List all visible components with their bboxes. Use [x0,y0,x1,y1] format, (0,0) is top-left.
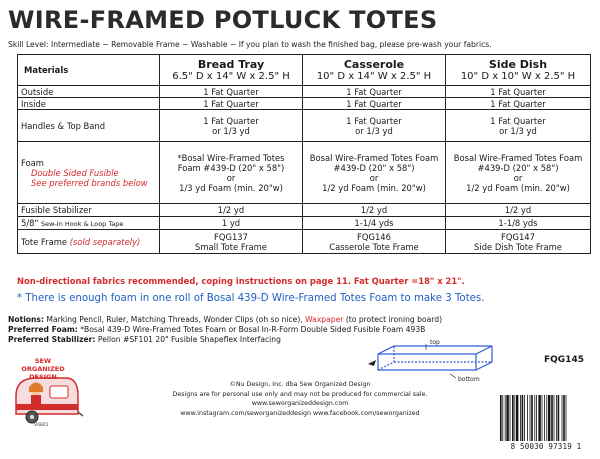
barcode-bar [505,395,506,441]
column-bread-tray [160,55,303,86]
cell-line: Foam #439-D (20" x 58") [177,162,285,173]
frame-code: FQG147 [501,231,535,242]
row-label-hook [18,217,160,230]
barcode-bar [531,395,533,441]
cell-line: 1 Fat Quarter [490,115,546,126]
cell-line: 1 Fat Quarter [346,115,402,126]
barcode-bar [544,395,545,441]
table-cell: 1 Fat Quarter [160,86,303,98]
table-cell: 1 yd [160,217,303,230]
table-row [18,204,591,217]
credit-line: Designs are for personal use only and may not be produced for commercial sale. [172,390,428,398]
table-row [18,230,591,254]
table-cell [446,110,591,142]
version-code: V0821 [34,423,49,428]
notions-label: Notions: [8,315,44,324]
barcode-bar [562,395,563,441]
cell-line: 1 Fat Quarter [203,115,259,126]
table-cell [160,110,303,142]
hook-size: 5/8" [21,217,39,228]
row-label: Foam [21,157,44,168]
table-cell [160,230,303,254]
table-cell [303,142,446,204]
column-name: Casserole [343,57,405,71]
table-cell: 1 Fat Quarter [160,98,303,110]
barcode-bar [556,395,557,441]
cell-line: 1/2 yd Foam (min. 20"w) [322,182,426,193]
barcode-bar [548,395,550,441]
table-row [18,217,591,230]
column-casserole [303,55,446,86]
table-cell: 1 Fat Quarter [446,98,591,110]
table-row [18,86,591,98]
cell-line: or [226,172,236,183]
barcode-bar [527,395,528,441]
barcode-bar [516,395,518,441]
cell-line: *Bosal Wire-Framed Totes [177,152,285,163]
logo-line: ORGANIZED DESIGN [21,365,65,381]
cell-line: or 1/3 yd [355,125,393,136]
table-cell: 1/2 yd [446,204,591,217]
barcode-bar [536,395,537,441]
column-name: Side Dish [488,57,548,71]
cell-line: 1/3 yd Foam (min. 20"w) [179,182,283,193]
row-label: Tote Frame [21,236,68,247]
table-cell: 1 Fat Quarter [303,98,446,110]
barcode-bar [542,395,543,441]
credit-line: www.instagram.com/seworganizeddesign www.facebook.com/seworganized [180,409,420,417]
cell-line: #439-D (20" x 58") [477,162,559,173]
preferred-foam-line [8,325,442,335]
barcode-icon [498,395,594,443]
cell-line: #439-D (20" x 58") [333,162,415,173]
table-row [18,110,591,142]
barcode-bar [563,395,565,441]
credit-line: www.seworganizeddesign.com [251,400,349,408]
barcode-number: 8 50030 97319 1 [510,442,582,451]
table-cell [303,110,446,142]
column-side-dish [446,55,591,86]
notions-text-end: (to protect ironing board) [343,315,443,324]
barcode-bar [538,395,540,441]
foam-note: Double Sided Fusible [31,167,119,178]
row-label: Outside [18,86,160,98]
tote-dimension-diagram [364,340,500,384]
row-label: Handles & Top Band [18,110,160,142]
table-row [18,98,591,110]
materials-header: Materials [18,55,160,86]
frame-name: Side Dish Tote Frame [474,241,562,252]
table-header-row [18,55,591,86]
table-cell [160,142,303,204]
frame-code: FQG146 [357,231,391,242]
credits-block [150,380,450,418]
skill-level-line: Skill Level: Intermediate ~ Removable Frame ~ Washable ~ If you plan to wash the finished bag, please pre-wash your fabrics. [8,40,492,49]
table-cell: 1-1/8 yds [446,217,591,230]
cell-line: Bosal Wire-Framed Totes Foam [309,152,439,163]
materials-table [17,54,591,254]
row-label-foam [18,142,160,204]
diagram-bottom-label: bottom [458,376,480,383]
foam-note: See preferred brands below [31,177,148,188]
table-cell: 1 Fat Quarter [446,86,591,98]
table-row [18,142,591,204]
barcode-bar [546,395,547,441]
barcode-bar [566,395,567,441]
barcode-bar [554,395,555,441]
table-cell: 1/2 yd [303,204,446,217]
cell-line: 1/2 yd Foam (min. 20"w) [466,182,570,193]
foam-note: * There is enough foam in one roll of Bosal 439-D Wire-Framed Totes Foam to make 3 Totes. [17,293,485,304]
preferred-foam-text: *Bosal 439-D Wire-Framed Totes Foam or Bosal In-R-Form Double Sided Fusible Foam 493B [77,325,426,334]
cell-line: or [369,172,379,183]
barcode-bar [500,395,502,441]
barcode-bar [522,395,524,441]
logo-text [8,357,78,381]
diagram-top-label: top [430,340,440,346]
table-cell: 1/2 yd [160,204,303,217]
column-dims: 6.5" D x 14" W x 2.5" H [172,70,290,82]
barcode-bar [534,395,535,441]
preferred-stabilizer-text: Pellon #SF101 20" Fusible Shapeflex Interfacing [95,335,281,344]
table-cell [446,230,591,254]
barcode-bar [524,395,525,441]
cell-line: Bosal Wire-Framed Totes Foam [453,152,583,163]
page-title: WIRE-FRAMED POTLUCK TOTES [8,6,438,34]
column-dims: 10" D x 10" W x 2.5" H [460,70,576,82]
column-name: Bread Tray [197,57,265,71]
nondirectional-note: Non-directional fabrics recommended, coping instructions on page 11. Fat Quarter =18" x 21". [17,276,465,286]
frame-note: (sold separately) [69,236,141,247]
cell-line: or [513,172,523,183]
notions-highlight: Waxpaper [305,315,344,324]
cell-line: or 1/3 yd [212,125,250,136]
notions-line [8,315,442,325]
barcode-bar [510,395,511,441]
frame-name: Casserole Tote Frame [329,241,419,252]
frame-name: Small Tote Frame [195,241,267,252]
barcode-bar [514,395,515,441]
table-cell [303,230,446,254]
table-cell: 1 Fat Quarter [303,86,446,98]
barcode-bar [520,395,521,441]
preferred-stabilizer-label: Preferred Stabilizer: [8,335,96,344]
credit-line: ©Nu Design, Inc. dba Sew Organized Design [229,381,371,388]
pattern-code: FQG145 [544,355,584,365]
table-cell: 1-1/4 yds [303,217,446,230]
row-label: Inside [18,98,160,110]
row-label: Fusible Stabilizer [18,204,160,217]
cell-line: or 1/3 yd [499,125,537,136]
table-cell [446,142,591,204]
column-dims: 10" D x 14" W x 2.5" H [316,70,432,82]
barcode-bar [558,395,560,441]
barcode-bar [551,395,553,441]
barcode-bar [512,395,514,441]
logo-line: SEW [34,357,52,365]
hook-label: Sew-In Hook & Loop Tape [41,219,124,228]
preferred-foam-label: Preferred Foam: [8,325,78,334]
row-label-frame [18,230,160,254]
barcode-bar [506,395,508,441]
barcode-bar [502,395,503,441]
barcode-bar [530,395,531,441]
frame-code: FQG137 [214,231,248,242]
notions-text: Marking Pencil, Ruler, Matching Threads, Wonder Clips (oh so nice), [44,315,306,324]
